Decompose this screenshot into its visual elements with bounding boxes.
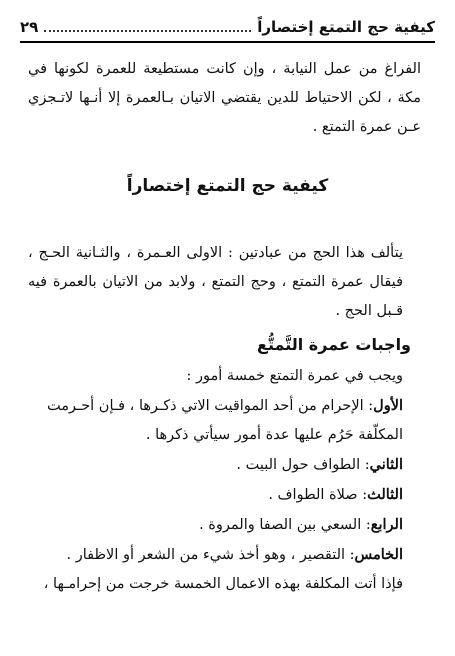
item-term: الأول xyxy=(373,397,403,414)
list-item xyxy=(28,480,421,510)
item-text: : صلاة الطواف . xyxy=(268,487,368,503)
item-term: الخامس xyxy=(354,546,403,563)
list-item xyxy=(28,450,421,480)
duties-list xyxy=(28,362,421,599)
intro-paragraph: الفراغ من عمل النيابة ، وإن كانت مستطيعة للعمرة لكونها في مكة ، لكن الاحتياط للدين يقتضي الاتيان بـالعمرة إلا أنـها لاتـجزي عـن عمرة التمتع . xyxy=(28,61,421,135)
item-term: الثاني xyxy=(369,456,403,473)
dotted-leader xyxy=(44,30,251,32)
list-item xyxy=(28,510,421,540)
item-text: : التقصير ، وهو أخذ شيء من الشعر أو الاظفار . xyxy=(66,547,355,563)
section-paragraph: يتألف هذا الحج من عبادتين : الاولى العـمرة ، والثـانية الحـج ، فيقال عمرة التمتع ، وحج التمتع ، ولابد من الاتيان بالعمرة فيه قـبل الحج . xyxy=(28,245,403,319)
item-term: الثالث xyxy=(367,486,403,503)
item-term: الرابع xyxy=(370,516,403,533)
list-item xyxy=(28,391,421,450)
item-text: : الإحرام من أحد المواقيت الاتي ذكـرها ، فـإن أحـرمت المكلّفة حَرُم عليها عدة أمور سيأتي ذكرها . xyxy=(46,398,403,443)
section-title: كيفية حج التمتع إختصاراً xyxy=(126,176,329,196)
duties-closing: فإذا أتت المكلفة بهذه الاعمال الخمسة خرجت من إحرامـها ، xyxy=(43,576,403,592)
running-title: كيفية حج التمتع إختصاراً xyxy=(257,18,435,36)
item-text: : السعي بين الصفا والمروة . xyxy=(199,517,371,533)
list-item xyxy=(28,540,421,570)
duties-intro: ويجب في عمرة التمتع خمسة أمور : xyxy=(186,368,403,384)
page-number: ٢٩ xyxy=(20,18,39,36)
item-text: : الطواف حول البيت . xyxy=(236,457,370,473)
duties-heading: واجبات عمرة التَّمتُّع xyxy=(257,335,411,354)
page-header xyxy=(20,13,435,43)
